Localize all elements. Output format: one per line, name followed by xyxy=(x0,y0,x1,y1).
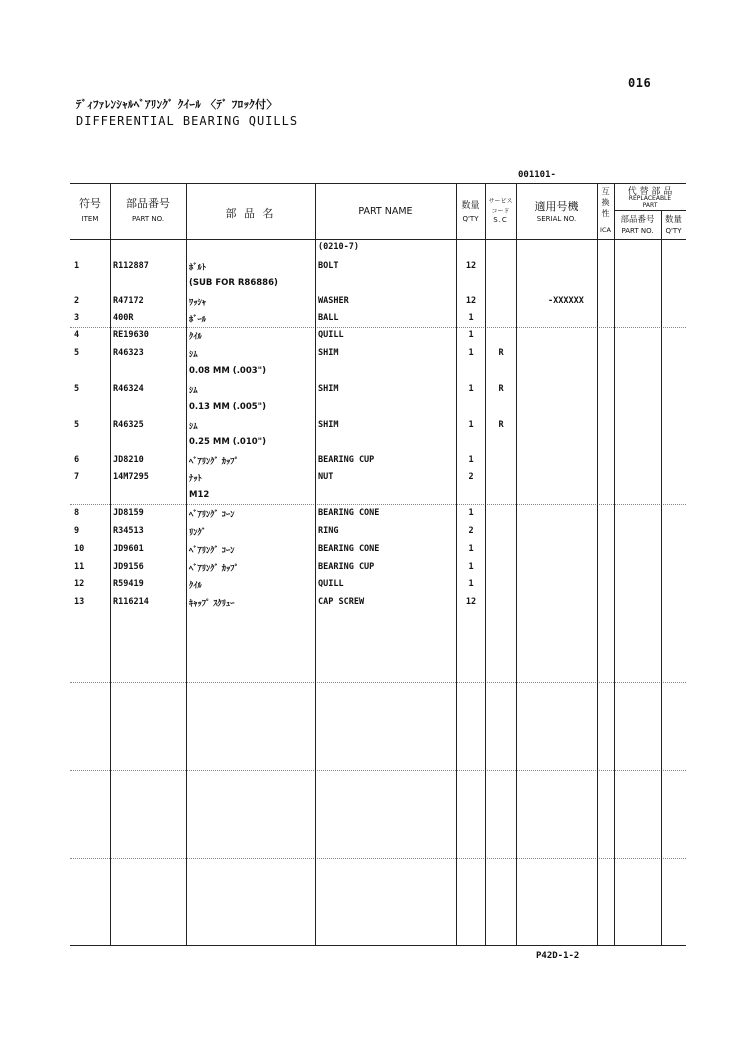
row-item-number: 12 xyxy=(74,579,85,589)
row-japanese-name: ﾎﾞﾙﾄ xyxy=(189,263,207,273)
row-item-number: 5 xyxy=(74,420,80,430)
row-japanese-name: ﾍﾞｱﾘﾝｸﾞ ｺｰﾝ xyxy=(189,510,235,520)
row-part-number: R34513 xyxy=(113,526,144,536)
header-service-code: S.C xyxy=(493,216,508,224)
row-part-number: JD9156 xyxy=(113,562,144,572)
row-part-number: JD8159 xyxy=(113,508,144,518)
row-quantity: 1 xyxy=(468,384,474,394)
row-part-number: R46325 xyxy=(113,420,144,430)
row-part-name: BEARING CONE xyxy=(318,508,380,518)
row-part-name: BEARING CUP xyxy=(318,562,375,572)
header-sc-jp2: コード xyxy=(491,208,510,215)
row-service-code: R xyxy=(498,384,504,394)
row-part-name: NUT xyxy=(318,472,334,482)
header-ica: ICA xyxy=(600,226,611,234)
row-item-number: 10 xyxy=(74,544,85,554)
group-separator xyxy=(70,327,686,328)
row-quantity: 12 xyxy=(465,296,477,306)
row-part-name: SHIM xyxy=(318,384,339,394)
serial-range: 001101- xyxy=(518,170,556,180)
header-bottom-rule xyxy=(70,239,686,240)
row-part-name: CAP SCREW xyxy=(318,597,365,607)
row-japanese-name: ﾍﾞｱﾘﾝｸﾞ ｺｰﾝ xyxy=(189,546,235,556)
row-part-number: JD8210 xyxy=(113,455,144,465)
row-item-number: 5 xyxy=(74,348,80,358)
header-part-name: PART NAME xyxy=(358,206,413,217)
header-item: ITEM xyxy=(81,215,99,223)
column-divider xyxy=(485,183,486,945)
row-part-name: BEARING CONE xyxy=(318,544,380,554)
group-separator xyxy=(70,770,686,771)
row-part-number: R46324 xyxy=(113,384,144,394)
row-quantity: 12 xyxy=(465,597,477,607)
row-japanese-name: 0.25 MM (.010") xyxy=(189,437,266,447)
row-part-number: R112887 xyxy=(113,261,149,271)
column-divider xyxy=(661,210,662,945)
row-japanese-name: ﾜｯｼｬ xyxy=(189,298,207,308)
row-item-number: 2 xyxy=(74,296,80,306)
row-item-number: 3 xyxy=(74,313,80,323)
row-service-code: R xyxy=(498,420,504,430)
header-replaceable: REPLACEABLE xyxy=(628,195,672,202)
header-part-no: PART NO. xyxy=(131,215,165,223)
group-separator xyxy=(70,682,686,683)
header-repl-part-jp: 部品番号 xyxy=(620,215,655,225)
row-japanese-name: ﾅｯﾄ xyxy=(189,474,202,484)
row-japanese-name: ｸｲﾙ xyxy=(189,581,202,591)
row-part-name: BALL xyxy=(318,313,339,323)
header-serial-no: SERIAL NO. xyxy=(536,215,577,223)
row-item-number: 4 xyxy=(74,330,80,340)
header-name-jp: 部 品 名 xyxy=(225,207,276,220)
page-title: DIFFERENTIAL BEARING QUILLS xyxy=(76,114,299,128)
group-separator xyxy=(70,504,686,505)
header-item-jp: 符号 xyxy=(79,197,101,210)
row-part-number: 14M7295 xyxy=(113,472,149,482)
row-quantity: 1 xyxy=(468,508,474,518)
header-ica-jp-3: 性 xyxy=(601,209,610,218)
row-item-number: 11 xyxy=(74,562,85,572)
row-service-code: R xyxy=(498,348,504,358)
row-item-number: 5 xyxy=(74,384,80,394)
header-part-jp: 部品番号 xyxy=(126,197,170,210)
column-divider xyxy=(315,183,316,945)
row-item-number: 9 xyxy=(74,526,80,536)
row-part-number: RE19630 xyxy=(113,330,149,340)
row-part-number: 400R xyxy=(113,313,134,323)
row-quantity: 2 xyxy=(468,526,474,536)
header-serial-jp: 適用号機 xyxy=(534,200,579,213)
row-part-name: RING xyxy=(318,526,339,536)
row-part-name: BOLT xyxy=(318,261,339,271)
row-japanese-name: ﾍﾞｱﾘﾝｸﾞ ｶｯﾌﾟ xyxy=(189,457,239,467)
row-quantity: 1 xyxy=(468,313,474,323)
row-quantity: 1 xyxy=(468,544,474,554)
row-quantity: 12 xyxy=(465,261,477,271)
row-japanese-name: ｷｬｯﾌﾟ ｽｸﾘｭｰ xyxy=(189,599,235,609)
header-ica-jp-1: 互 xyxy=(601,187,610,196)
header-qty: Q'TY xyxy=(462,215,479,223)
header-repl-part-no: PART NO. xyxy=(621,227,654,235)
row-item-number: 1 xyxy=(74,261,80,271)
column-divider xyxy=(516,183,517,945)
header-qty-jp: 数量 xyxy=(461,201,480,211)
row-quantity: 1 xyxy=(468,562,474,572)
row-part-name: (0210-7) xyxy=(318,242,359,252)
column-divider xyxy=(186,183,187,945)
row-japanese-name: 0.13 MM (.005") xyxy=(189,402,266,412)
row-quantity: 1 xyxy=(468,330,474,340)
row-japanese-name: ｼﾑ xyxy=(189,386,198,396)
row-item-number: 6 xyxy=(74,455,80,465)
row-part-number: R59419 xyxy=(113,579,144,589)
row-quantity: 1 xyxy=(468,579,474,589)
column-divider xyxy=(597,183,598,945)
header-ica-jp-2: 換 xyxy=(601,198,610,207)
header-repl-qty-jp: 数量 xyxy=(664,215,682,225)
row-quantity: 1 xyxy=(468,455,474,465)
column-divider xyxy=(456,183,457,945)
row-japanese-name: M12 xyxy=(189,490,210,500)
row-item-number: 7 xyxy=(74,472,80,482)
row-quantity: 1 xyxy=(468,420,474,430)
row-quantity: 1 xyxy=(468,348,474,358)
row-part-name: SHIM xyxy=(318,348,339,358)
row-japanese-name: ｼﾑ xyxy=(189,422,198,432)
row-part-name: QUILL xyxy=(318,579,344,589)
page-number: 016 xyxy=(628,76,652,90)
table-top-rule xyxy=(70,183,686,184)
header-replaceable-jp: 代 替 部 品 xyxy=(627,187,673,197)
row-japanese-name: ﾘﾝｸﾞ xyxy=(189,528,207,538)
row-japanese-name: ﾎﾞｰﾙ xyxy=(189,315,207,325)
row-part-name: WASHER xyxy=(318,296,349,306)
row-item-number: 13 xyxy=(74,597,85,607)
header-repl-qty: Q'TY xyxy=(665,227,682,235)
row-japanese-name: ｸｲﾙ xyxy=(189,332,202,342)
row-quantity: 2 xyxy=(468,472,474,482)
page-title-japanese: ﾃﾞｨﾌｧﾚﾝｼｬﾙﾍﾞｱﾘﾝｸﾞ ｸｲｰﾙ 〈ﾃﾞ ﾌﾛｯｸ付〉 xyxy=(76,98,278,111)
row-part-number: JD9601 xyxy=(113,544,144,554)
replaceable-sub-rule xyxy=(614,210,686,211)
footer-page-code: P42D-1-2 xyxy=(536,951,580,961)
row-part-number: R47172 xyxy=(113,296,144,306)
row-japanese-name: (SUB FOR R86886) xyxy=(189,278,278,288)
header-replaceable-part: PART xyxy=(642,202,658,209)
table-bottom-rule xyxy=(70,945,686,946)
row-serial: -XXXXXX xyxy=(548,296,584,306)
column-divider xyxy=(110,183,111,945)
row-japanese-name: ｼﾑ xyxy=(189,350,198,360)
column-divider xyxy=(614,183,615,945)
row-part-number: R116214 xyxy=(113,597,149,607)
header-sc-jp: サービス xyxy=(488,198,513,205)
group-separator xyxy=(70,858,686,859)
row-part-name: BEARING CUP xyxy=(318,455,375,465)
row-item-number: 8 xyxy=(74,508,80,518)
row-part-name: QUILL xyxy=(318,330,344,340)
row-japanese-name: ﾍﾞｱﾘﾝｸﾞ ｶｯﾌﾟ xyxy=(189,564,239,574)
row-part-number: R46323 xyxy=(113,348,144,358)
row-part-name: SHIM xyxy=(318,420,339,430)
row-japanese-name: 0.08 MM (.003") xyxy=(189,366,266,376)
